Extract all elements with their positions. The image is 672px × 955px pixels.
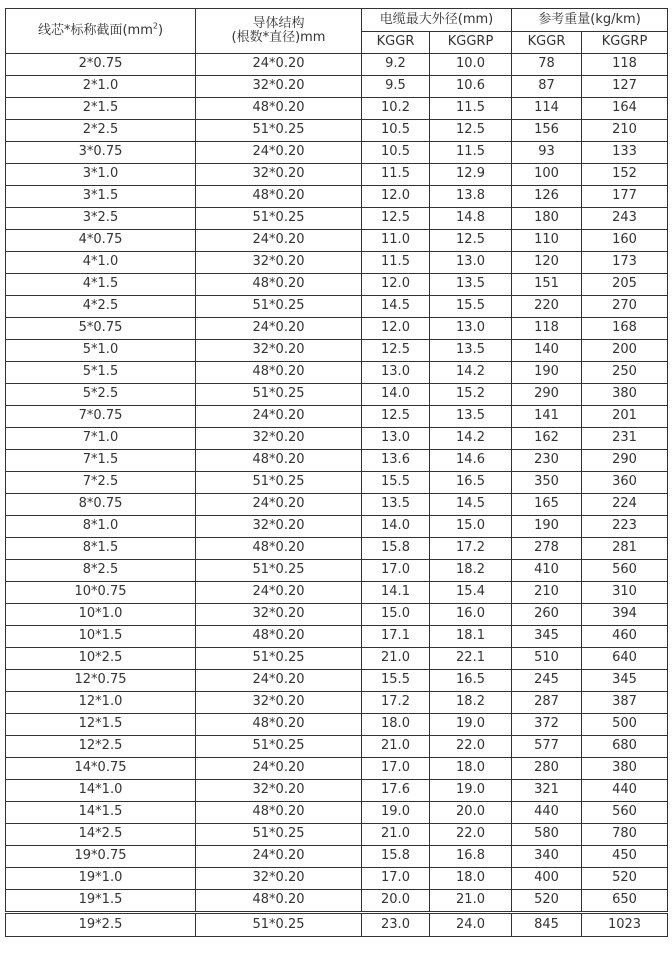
table-row xyxy=(6,164,668,186)
conductor-structure-cell: 32*0.20 xyxy=(196,340,362,362)
header-conductor-structure xyxy=(196,9,362,54)
weight-kggrp-cell: 560 xyxy=(582,560,668,582)
diameter-kggrp-cell: 19.0 xyxy=(430,780,512,802)
diameter-kggrp-cell: 18.2 xyxy=(430,560,512,582)
diameter-kggr-cell: 10.5 xyxy=(362,142,430,164)
core-cross-section-cell: 12*1.0 xyxy=(6,692,196,714)
weight-kggrp-cell: 560 xyxy=(582,802,668,824)
weight-kggrp-cell: 460 xyxy=(582,626,668,648)
subheader-weight-kggr: KGGR xyxy=(512,32,582,54)
conductor-structure-cell: 32*0.20 xyxy=(196,692,362,714)
weight-kggrp-cell: 387 xyxy=(582,692,668,714)
table-body xyxy=(6,54,668,937)
cable-spec-table xyxy=(5,8,668,937)
conductor-structure-cell: 48*0.20 xyxy=(196,274,362,296)
table-row xyxy=(6,604,668,626)
diameter-kggrp-cell: 14.6 xyxy=(430,450,512,472)
core-cross-section-cell: 12*1.5 xyxy=(6,714,196,736)
weight-kggr-cell: 114 xyxy=(512,98,582,120)
header-max-outer-diameter: 电缆最大外径(mm) xyxy=(362,9,512,32)
core-cross-section-cell: 4*1.5 xyxy=(6,274,196,296)
weight-kggrp-cell: 360 xyxy=(582,472,668,494)
weight-kggr-cell: 410 xyxy=(512,560,582,582)
weight-kggr-cell: 580 xyxy=(512,824,582,846)
diameter-kggrp-cell: 13.8 xyxy=(430,186,512,208)
weight-kggrp-cell: 164 xyxy=(582,98,668,120)
conductor-structure-cell: 51*0.25 xyxy=(196,120,362,142)
table-row xyxy=(6,296,668,318)
conductor-structure-cell: 51*0.25 xyxy=(196,472,362,494)
weight-kggrp-cell: 640 xyxy=(582,648,668,670)
weight-kggr-cell: 520 xyxy=(512,890,582,913)
diameter-kggrp-cell: 10.0 xyxy=(430,54,512,76)
conductor-structure-cell: 48*0.20 xyxy=(196,362,362,384)
table-row xyxy=(6,648,668,670)
header-reference-weight: 参考重量(kg/km) xyxy=(512,9,668,32)
weight-kggr-cell: 245 xyxy=(512,670,582,692)
core-cross-section-cell: 10*1.5 xyxy=(6,626,196,648)
table-row xyxy=(6,274,668,296)
weight-kggrp-cell: 200 xyxy=(582,340,668,362)
core-cross-section-cell: 7*0.75 xyxy=(6,406,196,428)
weight-kggr-cell: 577 xyxy=(512,736,582,758)
diameter-kggr-cell: 18.0 xyxy=(362,714,430,736)
weight-kggr-cell: 210 xyxy=(512,582,582,604)
table-row xyxy=(6,802,668,824)
diameter-kggrp-cell: 12.5 xyxy=(430,120,512,142)
weight-kggr-cell: 100 xyxy=(512,164,582,186)
diameter-kggrp-cell: 14.8 xyxy=(430,208,512,230)
diameter-kggr-cell: 14.5 xyxy=(362,296,430,318)
diameter-kggrp-cell: 15.5 xyxy=(430,296,512,318)
diameter-kggrp-cell: 19.0 xyxy=(430,714,512,736)
core-cross-section-cell: 4*0.75 xyxy=(6,230,196,252)
diameter-kggrp-cell: 18.1 xyxy=(430,626,512,648)
diameter-kggrp-cell: 18.2 xyxy=(430,692,512,714)
conductor-structure-cell: 32*0.20 xyxy=(196,780,362,802)
diameter-kggr-cell: 17.0 xyxy=(362,560,430,582)
weight-kggrp-cell: 205 xyxy=(582,274,668,296)
subheader-diameter-kggrp: KGGRP xyxy=(430,32,512,54)
table-row xyxy=(6,582,668,604)
conductor-structure-cell: 24*0.20 xyxy=(196,142,362,164)
weight-kggr-cell: 230 xyxy=(512,450,582,472)
weight-kggrp-cell: 650 xyxy=(582,890,668,913)
diameter-kggr-cell: 11.0 xyxy=(362,230,430,252)
conductor-structure-cell: 32*0.20 xyxy=(196,428,362,450)
diameter-kggrp-cell: 20.0 xyxy=(430,802,512,824)
diameter-kggrp-cell: 10.6 xyxy=(430,76,512,98)
conductor-structure-cell: 51*0.25 xyxy=(196,736,362,758)
weight-kggrp-cell: 168 xyxy=(582,318,668,340)
diameter-kggr-cell: 12.0 xyxy=(362,318,430,340)
weight-kggrp-cell: 780 xyxy=(582,824,668,846)
core-cross-section-cell: 5*0.75 xyxy=(6,318,196,340)
diameter-kggr-cell: 13.5 xyxy=(362,494,430,516)
core-cross-section-cell: 10*0.75 xyxy=(6,582,196,604)
core-cross-section-cell: 10*2.5 xyxy=(6,648,196,670)
diameter-kggrp-cell: 14.2 xyxy=(430,428,512,450)
weight-kggr-cell: 165 xyxy=(512,494,582,516)
diameter-kggr-cell: 21.0 xyxy=(362,824,430,846)
subheader-weight-kggrp: KGGRP xyxy=(582,32,668,54)
diameter-kggr-cell: 9.5 xyxy=(362,76,430,98)
core-cross-section-cell: 8*2.5 xyxy=(6,560,196,582)
diameter-kggr-cell: 12.0 xyxy=(362,186,430,208)
diameter-kggr-cell: 20.0 xyxy=(362,890,430,913)
diameter-kggr-cell: 21.0 xyxy=(362,736,430,758)
conductor-structure-cell: 51*0.25 xyxy=(196,208,362,230)
conductor-structure-cell: 48*0.20 xyxy=(196,450,362,472)
conductor-structure-cell: 51*0.25 xyxy=(196,824,362,846)
conductor-structure-cell: 24*0.20 xyxy=(196,54,362,76)
weight-kggr-cell: 280 xyxy=(512,758,582,780)
core-cross-section-cell: 19*2.5 xyxy=(6,913,196,937)
diameter-kggr-cell: 14.0 xyxy=(362,384,430,406)
conductor-structure-cell: 24*0.20 xyxy=(196,494,362,516)
core-cross-section-cell: 14*1.5 xyxy=(6,802,196,824)
weight-kggrp-cell: 177 xyxy=(582,186,668,208)
weight-kggrp-cell: 160 xyxy=(582,230,668,252)
diameter-kggrp-cell: 24.0 xyxy=(430,913,512,937)
header-core-suffix: ) xyxy=(157,22,164,38)
diameter-kggrp-cell: 12.5 xyxy=(430,230,512,252)
diameter-kggr-cell: 17.6 xyxy=(362,780,430,802)
weight-kggr-cell: 321 xyxy=(512,780,582,802)
weight-kggrp-cell: 345 xyxy=(582,670,668,692)
header-conductor-line1: 导体结构 xyxy=(252,15,305,31)
weight-kggr-cell: 260 xyxy=(512,604,582,626)
weight-kggr-cell: 400 xyxy=(512,868,582,890)
weight-kggr-cell: 287 xyxy=(512,692,582,714)
conductor-structure-cell: 24*0.20 xyxy=(196,406,362,428)
weight-kggr-cell: 190 xyxy=(512,516,582,538)
conductor-structure-cell: 32*0.20 xyxy=(196,252,362,274)
weight-kggr-cell: 845 xyxy=(512,913,582,937)
diameter-kggr-cell: 12.0 xyxy=(362,274,430,296)
diameter-kggr-cell: 13.0 xyxy=(362,428,430,450)
table-row xyxy=(6,450,668,472)
core-cross-section-cell: 8*1.0 xyxy=(6,516,196,538)
diameter-kggr-cell: 19.0 xyxy=(362,802,430,824)
conductor-structure-cell: 51*0.25 xyxy=(196,913,362,937)
diameter-kggrp-cell: 14.2 xyxy=(430,362,512,384)
header-core-prefix: 线芯*标称截面(mm xyxy=(37,22,153,38)
diameter-kggr-cell: 9.2 xyxy=(362,54,430,76)
weight-kggr-cell: 510 xyxy=(512,648,582,670)
conductor-structure-cell: 24*0.20 xyxy=(196,670,362,692)
diameter-kggr-cell: 13.0 xyxy=(362,362,430,384)
table-row xyxy=(6,758,668,780)
core-cross-section-cell: 3*0.75 xyxy=(6,142,196,164)
weight-kggr-cell: 350 xyxy=(512,472,582,494)
diameter-kggr-cell: 10.5 xyxy=(362,120,430,142)
table-row xyxy=(6,780,668,802)
conductor-structure-cell: 48*0.20 xyxy=(196,186,362,208)
weight-kggr-cell: 110 xyxy=(512,230,582,252)
core-cross-section-cell: 2*2.5 xyxy=(6,120,196,142)
diameter-kggr-cell: 17.1 xyxy=(362,626,430,648)
table-row xyxy=(6,208,668,230)
core-cross-section-cell: 19*1.0 xyxy=(6,868,196,890)
conductor-structure-cell: 51*0.25 xyxy=(196,296,362,318)
conductor-structure-cell: 24*0.20 xyxy=(196,318,362,340)
table-row xyxy=(6,736,668,758)
core-cross-section-cell: 14*2.5 xyxy=(6,824,196,846)
weight-kggr-cell: 118 xyxy=(512,318,582,340)
weight-kggr-cell: 220 xyxy=(512,296,582,318)
weight-kggrp-cell: 223 xyxy=(582,516,668,538)
diameter-kggr-cell: 23.0 xyxy=(362,913,430,937)
conductor-structure-cell: 32*0.20 xyxy=(196,516,362,538)
weight-kggrp-cell: 380 xyxy=(582,384,668,406)
table-row xyxy=(6,560,668,582)
diameter-kggr-cell: 11.5 xyxy=(362,252,430,274)
weight-kggrp-cell: 133 xyxy=(582,142,668,164)
diameter-kggr-cell: 15.5 xyxy=(362,472,430,494)
weight-kggrp-cell: 290 xyxy=(582,450,668,472)
weight-kggr-cell: 340 xyxy=(512,846,582,868)
diameter-kggr-cell: 15.5 xyxy=(362,670,430,692)
core-cross-section-cell: 12*2.5 xyxy=(6,736,196,758)
core-cross-section-cell: 5*2.5 xyxy=(6,384,196,406)
weight-kggr-cell: 120 xyxy=(512,252,582,274)
core-cross-section-cell: 4*2.5 xyxy=(6,296,196,318)
diameter-kggr-cell: 12.5 xyxy=(362,208,430,230)
core-cross-section-cell: 7*1.0 xyxy=(6,428,196,450)
table-row xyxy=(6,230,668,252)
weight-kggr-cell: 126 xyxy=(512,186,582,208)
table-row xyxy=(6,142,668,164)
diameter-kggrp-cell: 11.5 xyxy=(430,98,512,120)
diameter-kggrp-cell: 21.0 xyxy=(430,890,512,913)
diameter-kggrp-cell: 14.5 xyxy=(430,494,512,516)
weight-kggr-cell: 440 xyxy=(512,802,582,824)
diameter-kggr-cell: 15.0 xyxy=(362,604,430,626)
conductor-structure-cell: 51*0.25 xyxy=(196,560,362,582)
diameter-kggrp-cell: 12.9 xyxy=(430,164,512,186)
core-cross-section-cell: 8*0.75 xyxy=(6,494,196,516)
core-cross-section-cell: 5*1.5 xyxy=(6,362,196,384)
table-row xyxy=(6,98,668,120)
diameter-kggrp-cell: 13.0 xyxy=(430,252,512,274)
diameter-kggr-cell: 14.0 xyxy=(362,516,430,538)
diameter-kggrp-cell: 18.0 xyxy=(430,868,512,890)
weight-kggrp-cell: 210 xyxy=(582,120,668,142)
core-cross-section-cell: 2*1.5 xyxy=(6,98,196,120)
diameter-kggrp-cell: 15.2 xyxy=(430,384,512,406)
weight-kggrp-cell: 231 xyxy=(582,428,668,450)
diameter-kggrp-cell: 15.0 xyxy=(430,516,512,538)
weight-kggrp-cell: 394 xyxy=(582,604,668,626)
core-cross-section-cell: 14*1.0 xyxy=(6,780,196,802)
diameter-kggr-cell: 13.6 xyxy=(362,450,430,472)
table-row xyxy=(6,692,668,714)
weight-kggrp-cell: 118 xyxy=(582,54,668,76)
diameter-kggrp-cell: 15.4 xyxy=(430,582,512,604)
weight-kggrp-cell: 450 xyxy=(582,846,668,868)
weight-kggrp-cell: 152 xyxy=(582,164,668,186)
core-cross-section-cell: 19*1.5 xyxy=(6,890,196,913)
header-conductor-line2: (根数*直径)mm xyxy=(231,30,326,45)
diameter-kggr-cell: 17.2 xyxy=(362,692,430,714)
table-row xyxy=(6,824,668,846)
table-row xyxy=(6,516,668,538)
diameter-kggrp-cell: 16.5 xyxy=(430,472,512,494)
conductor-structure-cell: 32*0.20 xyxy=(196,868,362,890)
weight-kggrp-cell: 680 xyxy=(582,736,668,758)
weight-kggr-cell: 87 xyxy=(512,76,582,98)
conductor-structure-cell: 51*0.25 xyxy=(196,648,362,670)
core-cross-section-cell: 10*1.0 xyxy=(6,604,196,626)
weight-kggrp-cell: 500 xyxy=(582,714,668,736)
table-row xyxy=(6,120,668,142)
diameter-kggrp-cell: 13.0 xyxy=(430,318,512,340)
diameter-kggrp-cell: 18.0 xyxy=(430,758,512,780)
weight-kggr-cell: 278 xyxy=(512,538,582,560)
weight-kggrp-cell: 440 xyxy=(582,780,668,802)
table-row xyxy=(6,494,668,516)
conductor-structure-cell: 48*0.20 xyxy=(196,626,362,648)
diameter-kggr-cell: 12.5 xyxy=(362,406,430,428)
weight-kggrp-cell: 281 xyxy=(582,538,668,560)
conductor-structure-cell: 32*0.20 xyxy=(196,76,362,98)
weight-kggrp-cell: 520 xyxy=(582,868,668,890)
weight-kggrp-cell: 310 xyxy=(582,582,668,604)
conductor-structure-cell: 32*0.20 xyxy=(196,604,362,626)
table-row xyxy=(6,868,668,890)
table-row xyxy=(6,890,668,913)
core-cross-section-cell: 4*1.0 xyxy=(6,252,196,274)
diameter-kggr-cell: 17.0 xyxy=(362,868,430,890)
table-row xyxy=(6,406,668,428)
diameter-kggr-cell: 15.8 xyxy=(362,846,430,868)
weight-kggr-cell: 180 xyxy=(512,208,582,230)
diameter-kggr-cell: 15.8 xyxy=(362,538,430,560)
core-cross-section-cell: 7*2.5 xyxy=(6,472,196,494)
weight-kggrp-cell: 250 xyxy=(582,362,668,384)
conductor-structure-cell: 48*0.20 xyxy=(196,98,362,120)
diameter-kggrp-cell: 16.8 xyxy=(430,846,512,868)
table-row xyxy=(6,318,668,340)
table-row xyxy=(6,626,668,648)
conductor-structure-cell: 24*0.20 xyxy=(196,758,362,780)
diameter-kggr-cell: 21.0 xyxy=(362,648,430,670)
conductor-structure-cell: 32*0.20 xyxy=(196,164,362,186)
core-cross-section-cell: 14*0.75 xyxy=(6,758,196,780)
table-header xyxy=(6,9,668,54)
weight-kggr-cell: 156 xyxy=(512,120,582,142)
weight-kggr-cell: 290 xyxy=(512,384,582,406)
conductor-structure-cell: 48*0.20 xyxy=(196,714,362,736)
weight-kggr-cell: 345 xyxy=(512,626,582,648)
core-cross-section-cell: 8*1.5 xyxy=(6,538,196,560)
weight-kggr-cell: 78 xyxy=(512,54,582,76)
table-row xyxy=(6,54,668,76)
core-cross-section-cell: 3*1.0 xyxy=(6,164,196,186)
diameter-kggr-cell: 17.0 xyxy=(362,758,430,780)
table-row xyxy=(6,472,668,494)
header-core-cross-section xyxy=(6,9,196,54)
table-row xyxy=(6,913,668,937)
table-row xyxy=(6,76,668,98)
core-cross-section-cell: 3*2.5 xyxy=(6,208,196,230)
conductor-structure-cell: 51*0.25 xyxy=(196,384,362,406)
core-cross-section-cell: 12*0.75 xyxy=(6,670,196,692)
table-row xyxy=(6,340,668,362)
conductor-structure-cell: 24*0.20 xyxy=(196,230,362,252)
weight-kggrp-cell: 201 xyxy=(582,406,668,428)
conductor-structure-cell: 48*0.20 xyxy=(196,890,362,913)
diameter-kggr-cell: 14.1 xyxy=(362,582,430,604)
table-row xyxy=(6,384,668,406)
diameter-kggrp-cell: 13.5 xyxy=(430,274,512,296)
diameter-kggr-cell: 10.2 xyxy=(362,98,430,120)
diameter-kggr-cell: 12.5 xyxy=(362,340,430,362)
weight-kggrp-cell: 243 xyxy=(582,208,668,230)
diameter-kggrp-cell: 11.5 xyxy=(430,142,512,164)
core-cross-section-cell: 3*1.5 xyxy=(6,186,196,208)
weight-kggr-cell: 372 xyxy=(512,714,582,736)
table-row xyxy=(6,670,668,692)
weight-kggrp-cell: 127 xyxy=(582,76,668,98)
weight-kggr-cell: 93 xyxy=(512,142,582,164)
conductor-structure-cell: 24*0.20 xyxy=(196,582,362,604)
core-cross-section-cell: 19*0.75 xyxy=(6,846,196,868)
diameter-kggrp-cell: 22.0 xyxy=(430,824,512,846)
table-row xyxy=(6,428,668,450)
header-core-sup: 2 xyxy=(152,21,158,31)
diameter-kggrp-cell: 13.5 xyxy=(430,340,512,362)
weight-kggr-cell: 162 xyxy=(512,428,582,450)
diameter-kggrp-cell: 16.5 xyxy=(430,670,512,692)
table-row xyxy=(6,846,668,868)
weight-kggr-cell: 141 xyxy=(512,406,582,428)
table-row xyxy=(6,186,668,208)
table-row xyxy=(6,714,668,736)
core-cross-section-cell: 2*1.0 xyxy=(6,76,196,98)
core-cross-section-cell: 5*1.0 xyxy=(6,340,196,362)
weight-kggr-cell: 140 xyxy=(512,340,582,362)
diameter-kggrp-cell: 16.0 xyxy=(430,604,512,626)
weight-kggrp-cell: 1023 xyxy=(582,913,668,937)
table-row xyxy=(6,538,668,560)
weight-kggrp-cell: 270 xyxy=(582,296,668,318)
weight-kggrp-cell: 173 xyxy=(582,252,668,274)
weight-kggrp-cell: 380 xyxy=(582,758,668,780)
weight-kggr-cell: 190 xyxy=(512,362,582,384)
table-row xyxy=(6,252,668,274)
conductor-structure-cell: 48*0.20 xyxy=(196,538,362,560)
diameter-kggrp-cell: 22.1 xyxy=(430,648,512,670)
diameter-kggrp-cell: 17.2 xyxy=(430,538,512,560)
table-row xyxy=(6,362,668,384)
diameter-kggr-cell: 11.5 xyxy=(362,164,430,186)
core-cross-section-cell: 7*1.5 xyxy=(6,450,196,472)
conductor-structure-cell: 24*0.20 xyxy=(196,846,362,868)
subheader-diameter-kggr: KGGR xyxy=(362,32,430,54)
core-cross-section-cell: 2*0.75 xyxy=(6,54,196,76)
conductor-structure-cell: 48*0.20 xyxy=(196,802,362,824)
diameter-kggrp-cell: 13.5 xyxy=(430,406,512,428)
diameter-kggrp-cell: 22.0 xyxy=(430,736,512,758)
weight-kggrp-cell: 224 xyxy=(582,494,668,516)
weight-kggr-cell: 151 xyxy=(512,274,582,296)
